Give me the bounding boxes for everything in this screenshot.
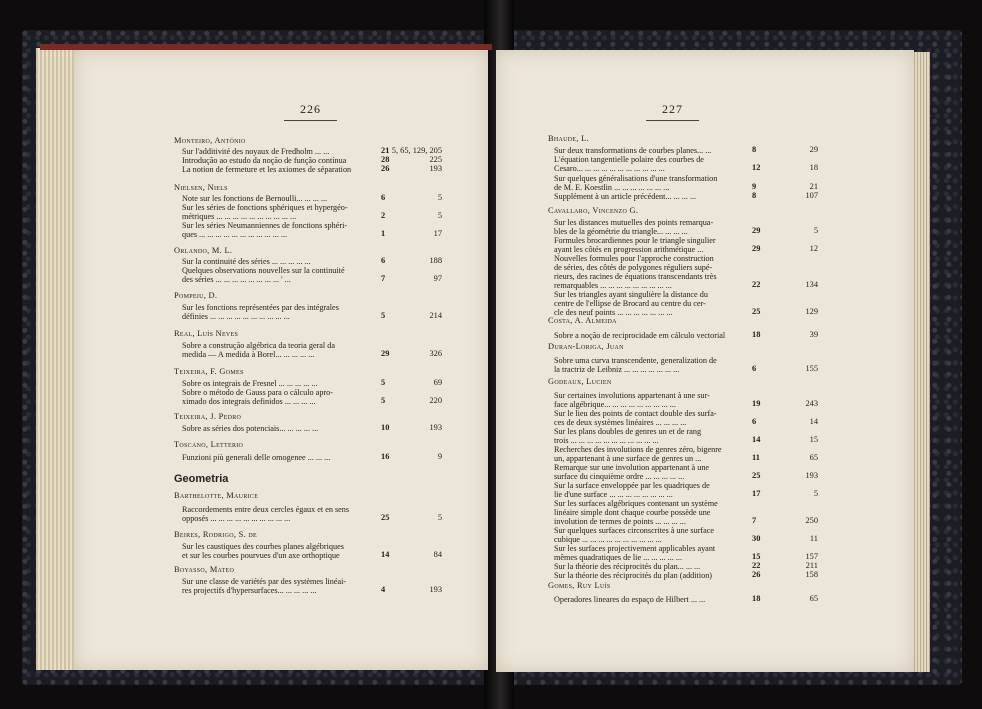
entry-title: Sur la surface enveloppée par les quadriques de <box>554 481 710 490</box>
page-reference: 39 <box>809 330 818 339</box>
volume-number: 2 <box>381 211 386 220</box>
page-reference: 17 <box>433 229 442 238</box>
page-reference: 84 <box>433 550 442 559</box>
entry-title: Cesaro... ... ... ... ... ... ... ... ... ... ... <box>554 164 665 173</box>
entry-title: Sur deux transformations de courbes planes... ... <box>554 146 712 155</box>
volume-number: 16 <box>381 452 390 461</box>
author-name: Godeaux, Lucien <box>548 377 612 386</box>
entry-title: Supplément à un article précédent... ... ... ... <box>554 192 697 201</box>
entry-title: involution de termes de points ... ... ... ... <box>554 517 686 526</box>
volume-number: 29 <box>752 244 761 253</box>
volume-number: 6 <box>381 193 386 202</box>
entry-title: définies ... ... ... ... ... ... ... ... ... ... <box>182 312 290 321</box>
author-name: Boyasso, Mateo <box>174 565 235 574</box>
entry-title: Introdução ao estudo da noção de função contínua <box>182 156 347 165</box>
page-reference: 188 <box>429 256 442 265</box>
author-name: Beires, Rodrigo, S. de <box>174 530 257 539</box>
entry-title: Sur quelques surfaces circonscrites à une surface <box>554 526 715 535</box>
author-name: Bhaude, L. <box>548 134 589 143</box>
volume-number: 30 <box>752 534 761 543</box>
entry-title: bles de la géométrie du triangle... ... ... ... <box>554 227 688 236</box>
page-reference: 107 <box>805 191 818 200</box>
entry-title: Sur les triangles ayant singulière la distance du <box>554 290 708 299</box>
author-name: Real, Luís Neves <box>174 329 239 338</box>
entry-title: opposés ... ... ... ... ... ... ... ... ... ... <box>182 514 291 523</box>
volume-number: 26 <box>752 570 761 579</box>
right-page <box>496 50 914 672</box>
entry-title: cle des neuf points ... ... ... ... ... ... ... <box>554 308 673 317</box>
entry-title: Sur l'additivité des noyaux de Fredholm ... ... <box>182 147 330 156</box>
author-name: Nielsen, Niels <box>174 183 228 192</box>
entry-title: Sur les séries Neumanniennes de fonctions sphéri- <box>182 221 348 230</box>
entry-title: Funzioni più generali delle omogenee ... ... ... <box>182 453 331 462</box>
left-page <box>74 50 488 670</box>
page-reference: 5 <box>437 211 442 220</box>
page-reference: 5 <box>813 489 818 498</box>
entry-title: ximado dos integrais definidos ... ... ... ... <box>182 397 316 406</box>
entry-title: Sur les surfaces projectivement applicables ayant <box>554 544 716 553</box>
volume-number: 19 <box>752 399 761 408</box>
page-reference: 243 <box>805 399 818 408</box>
volume-number: 25 <box>381 513 390 522</box>
volume-number: 8 <box>752 191 757 200</box>
entry-title: Sobre os integrais de Fresnel ... ... ... ... ... <box>182 379 318 388</box>
entry-title: Sur la théorie des réciprocités du plan... ... ... <box>554 562 701 571</box>
entry-title: trois ... ... ... ... ... ... ... ... ... ... ... <box>554 436 659 445</box>
volume-number: 29 <box>381 349 390 358</box>
volume-number: 18 <box>752 330 761 339</box>
entry-title: Sur les caustiques des courbes planes algébriques <box>182 542 344 551</box>
page-reference: 5 <box>437 193 442 202</box>
entry-title: Sur le lieu des points de contact double des surfa- <box>554 409 717 418</box>
entry-title: L'équation tangentielle polaire des courbes de <box>554 155 704 164</box>
page-reference: 21 <box>809 182 818 191</box>
entry-title: Note sur les fonctions de Bernoulli... ... ... ... <box>182 194 328 203</box>
volume-number: 5 <box>381 311 386 320</box>
page-edges-left <box>36 48 76 670</box>
entry-title: la tractriz de Leibniz ... ... ... ... ... ... ... <box>554 365 680 374</box>
page-reference: 11 <box>809 534 818 543</box>
page-reference: 211 <box>805 561 818 570</box>
page-reference: 250 <box>805 516 818 525</box>
volume-number: 29 <box>752 226 761 235</box>
entry-title: un, appartenant à une surface de genres un ... <box>554 454 702 463</box>
page-reference: 326 <box>429 349 442 358</box>
volume-number: 12 <box>752 163 761 172</box>
volume-number: 26 <box>381 164 390 173</box>
entry-title: face algébrique... ... ... ... ... ... ... ... ... <box>554 400 676 409</box>
volume-number: 22 <box>752 561 761 570</box>
entry-title: Sur la théorie des réciprocités du plan (addition) <box>554 571 713 580</box>
page-reference: 29 <box>809 145 818 154</box>
entry-title: et sur les courbes pourvues d'un axe orthoptique <box>182 551 340 560</box>
section-heading: Geometria <box>174 473 229 485</box>
page-reference: 97 <box>433 274 442 283</box>
page-reference: 5 <box>437 513 442 522</box>
volume-number: 21 <box>381 146 390 155</box>
page-reference: 65 <box>809 594 818 603</box>
entry-title: Sobre o método de Gauss para o cálculo apro- <box>182 388 333 397</box>
page-reference: 193 <box>429 164 442 173</box>
author-name: Costa, A. Almeida <box>548 316 617 325</box>
author-name: Teixeira, F. Gomes <box>174 367 244 376</box>
volume-number: 9 <box>752 182 757 191</box>
volume-number: 25 <box>752 307 761 316</box>
entry-title: ques ... ... ... ... ... ... ... ... ... ... ... <box>182 230 288 239</box>
page-reference: 134 <box>805 280 818 289</box>
entry-title: Sobre a noção de reciprocidade em cálculo vectorial <box>554 331 726 340</box>
author-name: Orlando, M. L. <box>174 246 233 255</box>
entry-title: de M. E. Koestlin ... ... ... ... ... ... ... <box>554 183 670 192</box>
entry-title: Raccordements entre deux cercles égaux et en sens <box>182 505 350 514</box>
entry-title: Sobre uma curva transcendente, generalization de <box>554 356 717 365</box>
page-reference: 65 <box>809 453 818 462</box>
volume-number: 17 <box>752 489 761 498</box>
entry-title: rieurs, des racines de équations transcendants très <box>554 272 717 281</box>
volume-number: 10 <box>381 423 390 432</box>
page-reference: 14 <box>809 417 818 426</box>
page-reference: 193 <box>429 585 442 594</box>
entry-title: linéaire simple dont chaque courbe possède une <box>554 508 711 517</box>
volume-number: 7 <box>752 516 757 525</box>
page-reference: 69 <box>433 378 442 387</box>
author-name: Toscano, Letterio <box>174 440 244 449</box>
volume-number: 7 <box>381 274 386 283</box>
entry-title: Remarque sur une involution appartenant à une <box>554 463 710 472</box>
volume-number: 18 <box>752 594 761 603</box>
entry-title: Sur certaines involutions appartenant à une sur- <box>554 391 710 400</box>
entry-title: La notion de fermeture et les axiomes de séparation <box>182 165 352 174</box>
entry-title: centre de l'ellipse de Brocard au centre du cer- <box>554 299 706 308</box>
volume-number: 28 <box>381 155 390 164</box>
volume-number: 8 <box>752 145 757 154</box>
page-reference: 129 <box>805 307 818 316</box>
entry-title: ayant les côtés en progression arithmétique ... <box>554 245 704 254</box>
volume-number: 4 <box>381 585 386 594</box>
volume-number: 6 <box>752 417 757 426</box>
entry-title: Nouvelles formules pour l'approche construction <box>554 254 714 263</box>
entry-title: Formules brocardiennes pour le triangle singulier <box>554 236 716 245</box>
page-reference: 193 <box>805 471 818 480</box>
page-reference: 214 <box>429 311 442 320</box>
volume-number: 6 <box>381 256 386 265</box>
page-reference: 18 <box>809 163 818 172</box>
entry-title: Sur les séries de fonctions sphériques et hypergéo- <box>182 203 348 212</box>
page-reference: 9 <box>437 452 442 461</box>
volume-number: 5 <box>381 396 386 405</box>
entry-title: Sobre a construção algébrica da teoria geral da <box>182 341 335 350</box>
page-reference: 15 <box>809 435 818 444</box>
entry-title: surface du cinquième ordre ... ... ... ... ... <box>554 472 685 481</box>
page-reference: 193 <box>429 423 442 432</box>
entry-title: ces de deux systèmes linéaires ... ... ... ... <box>554 418 687 427</box>
entry-title: Operadores lineares do espaço de Hilbert ... ... <box>554 595 706 604</box>
volume-number: 1 <box>381 229 386 238</box>
page-reference: 225 <box>429 155 442 164</box>
entry-title: Sur une classe de variétés par des systèmes linéai- <box>182 577 347 586</box>
entry-title: Sobre as séries dos potenciais... ... ... ... ... <box>182 424 319 433</box>
page-number: 226 <box>284 102 337 121</box>
volume-number: 5 <box>381 378 386 387</box>
entry-title: remarquables ... ... ... ... ... ... ... ... ... <box>554 281 672 290</box>
volume-number: 6 <box>752 364 757 373</box>
entry-title: medida — A medida à Borel... ... ... ... ... <box>182 350 315 359</box>
volume-number: 14 <box>752 435 761 444</box>
volume-number: 15 <box>752 552 761 561</box>
author-name: Teixeira, J. Pedro <box>174 412 242 421</box>
author-name: Barthelotte, Maurice <box>174 491 259 500</box>
volume-number: 25 <box>752 471 761 480</box>
volume-number: 14 <box>381 550 390 559</box>
page-edges-right <box>912 52 930 672</box>
page-reference: 155 <box>805 364 818 373</box>
entry-title: des séries ... ... ... ... ... ... ... ... ' ... <box>182 275 291 284</box>
entry-title: de séries, des côtés de polygones réguliers supé- <box>554 263 713 272</box>
volume-number: 11 <box>752 453 760 462</box>
entry-title: Quelques observations nouvelles sur la continuité <box>182 266 345 275</box>
author-name: Monteiro, António <box>174 136 246 145</box>
entry-title: lie d'une surface ... ... ... ... ... ... ... ... <box>554 490 673 499</box>
entry-title: Recherches des involutions de genres zéro, bigenre <box>554 445 722 454</box>
entry-title: Sur quelques généralisations d'une transformation <box>554 174 718 183</box>
author-name: Cavallaro, Vincenzo G. <box>548 206 639 215</box>
author-name: Duran-Loriga, Juan <box>548 342 624 351</box>
page-reference: 220 <box>429 396 442 405</box>
entry-title: Sur les surfaces algébriques contenant un système <box>554 499 718 508</box>
entry-title: Sur les distances mutuelles des points remarqua- <box>554 218 714 227</box>
page-reference: 5 <box>813 226 818 235</box>
entry-title: Sur les fonctions représentées par des intégrales <box>182 303 339 312</box>
entry-title: cubique ... ... ... ... ... ... ... ... ... ... <box>554 535 662 544</box>
page-number: 227 <box>646 102 699 121</box>
author-name: Gomes, Ruy Luís <box>548 581 611 590</box>
entry-title: Sur les plans doubles de genres un et de rang <box>554 427 702 436</box>
entry-title: métriques ... ... ... ... ... ... ... ... ... ... <box>182 212 297 221</box>
entry-title: Sur la continuité des séries ... ... ... ... ... <box>182 257 311 266</box>
entry-title: mêmes quadratiques de lie ... ... ... ... ... <box>554 553 683 562</box>
page-reference: 12 <box>809 244 818 253</box>
page-reference: 5, 65, 129, 205 <box>391 146 442 155</box>
volume-number: 22 <box>752 280 761 289</box>
author-name: Pompeiu, D. <box>174 291 218 300</box>
page-reference: 158 <box>805 570 818 579</box>
entry-title: res projectifs d'hypersurfaces... ... ... ... ... <box>182 586 317 595</box>
page-reference: 157 <box>805 552 818 561</box>
